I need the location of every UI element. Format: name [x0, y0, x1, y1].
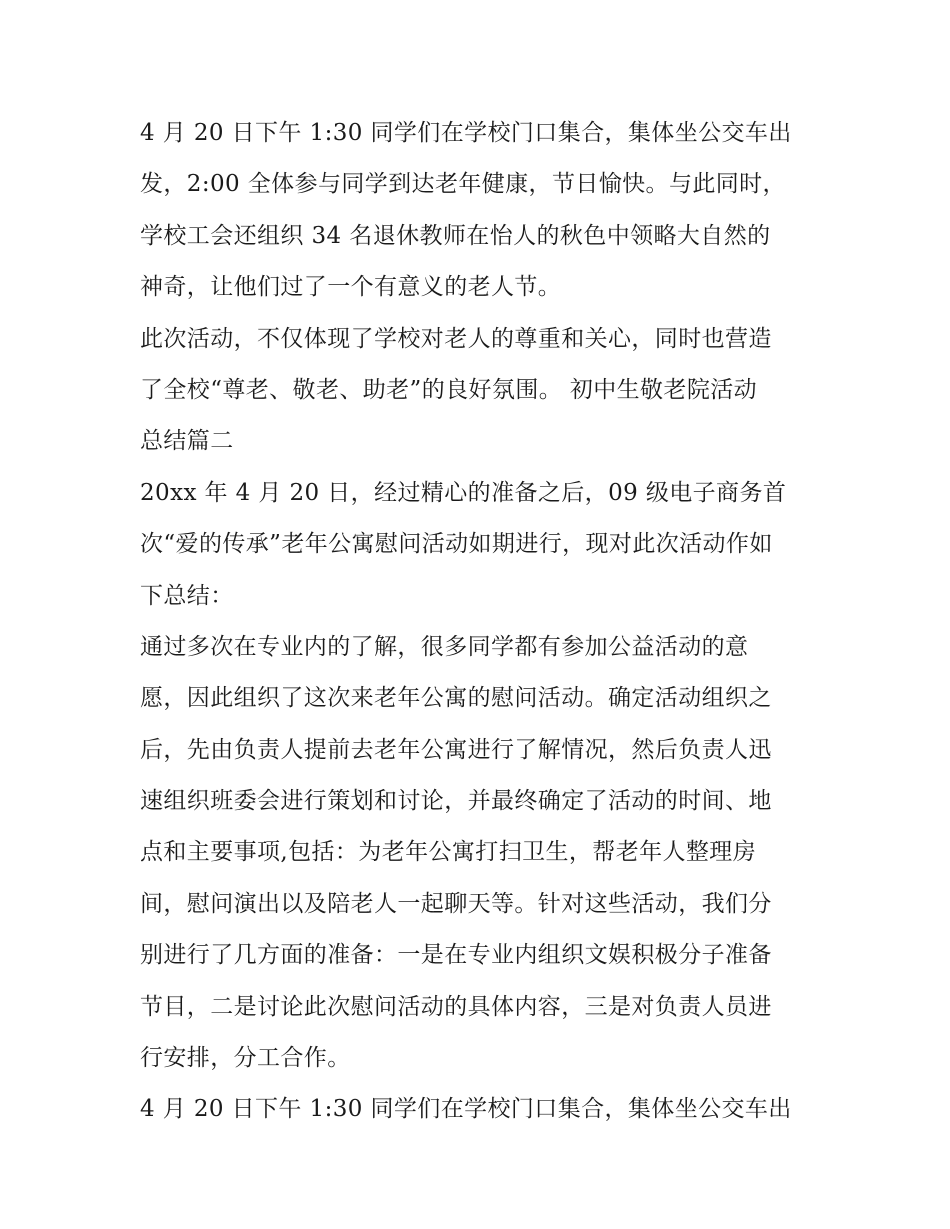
text-line: 速组织班委会进行策划和讨论，并最终确定了活动的时间、地 — [140, 788, 772, 815]
text-line: 4 月 20 日下午 1:30 同学们在学校门口集合，集体坐公交车出 — [140, 120, 792, 146]
paragraph-activity-schedule-repeat — [140, 1084, 820, 1135]
paragraph-activity-significance — [140, 314, 820, 468]
text-line: 神奇，让他们过了一个有意义的老人节。 — [140, 274, 562, 301]
text-line: 此次活动，不仅体现了学校对老人的尊重和关心，同时也营造 — [140, 325, 772, 352]
text-line: 下总结： — [140, 582, 234, 609]
text-line: 行安排，分工合作。 — [140, 1045, 351, 1072]
text-line: 发，2:00 全体参与同学到达老年健康，节日愉快。与此同时， — [140, 171, 786, 198]
text-line: 后，先由负责人提前去老年公寓进行了解情况，然后负责人迅 — [140, 736, 772, 763]
text-line: 通过多次在专业内的了解，很多同学都有参加公益活动的意 — [140, 633, 749, 660]
text-line: 次“爱的传承”老年公寓慰问活动如期进行，现对此次活动作如 — [140, 531, 773, 558]
text-line: 点和主要事项,包括：为老年公寓打扫卫生，帮老年人整理房 — [140, 839, 757, 866]
text-line: 节目，二是讨论此次慰问活动的具体内容，三是对负责人员进 — [140, 993, 772, 1020]
text-line: 4 月 20 日下午 1:30 同学们在学校门口集合，集体坐公交车出 — [140, 1096, 792, 1123]
paragraph-intro — [140, 468, 820, 622]
section-heading-line: 总结篇二 — [140, 428, 234, 455]
text-line: 20xx 年 4 月 20 日，经过精心的准备之后，09 级电子商务首 — [140, 479, 787, 506]
text-line: 别进行了几方面的准备：一是在专业内组织文娱积极分子准备 — [140, 942, 772, 969]
document-body — [140, 108, 820, 1136]
text-line: 愿，因此组织了这次来老年公寓的慰问活动。确定活动组织之 — [140, 685, 772, 712]
text-line: 学校工会还组织 34 名退休教师在怡人的秋色中领略大自然的 — [140, 222, 771, 249]
text-line: 间，慰问演出以及陪老人一起聊天等。针对这些活动，我们分 — [140, 890, 772, 917]
text-line: 了全校“尊老、敬老、助老”的良好氛围。 初中生敬老院活动 — [140, 376, 758, 403]
paragraph-preparation — [140, 622, 820, 1085]
paragraph-activity-schedule — [140, 108, 820, 314]
